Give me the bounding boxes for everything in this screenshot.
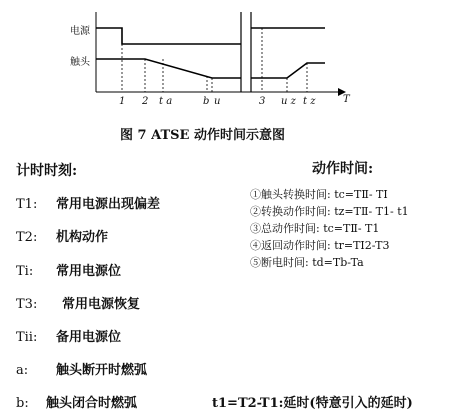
formula-item: ⑤断电时间: td=Tb-Ta <box>250 256 364 269</box>
term: T3: <box>16 297 38 312</box>
term: a: <box>16 363 29 378</box>
left-heading: 计时时刻: <box>16 163 78 179</box>
list-item <box>16 392 137 411</box>
tick-label: u <box>214 96 221 107</box>
formula-item: ①触头转换时间: tc=TⅡ- TⅠ <box>250 188 388 201</box>
contact-waveform-left <box>96 59 241 78</box>
formula-item: ③总动作时间: tc=TⅡ- T1 <box>250 222 380 235</box>
list-item <box>16 260 121 279</box>
power-label: 电源 <box>70 26 90 37</box>
axis-label: T <box>343 94 350 105</box>
formula-item: ②转换动作时间: tz=TⅡ- T1- t1 <box>250 205 409 218</box>
term: Tⅱ: <box>16 330 38 345</box>
list-item <box>16 293 140 312</box>
tick-label: 1 <box>119 96 126 107</box>
tick-label: 3 <box>259 96 266 107</box>
description: 备用电源位 <box>56 330 122 345</box>
list-item <box>16 193 160 212</box>
timing-diagram <box>0 0 450 120</box>
contact-label: 触头 <box>70 57 90 68</box>
tick-label: t a <box>159 96 173 107</box>
right-heading: 动作时间: <box>312 161 374 177</box>
description: 触头断开时燃弧 <box>56 363 148 378</box>
formula-item: ④返回动作时间: tr=TⅠ2-T3 <box>250 239 390 252</box>
description: 常用电源位 <box>56 264 122 279</box>
tick-label: t z <box>303 96 316 107</box>
power-waveform-left <box>96 28 241 44</box>
tick-label: b <box>203 96 210 107</box>
description: 机构动作 <box>56 230 109 245</box>
description: 常用电源出现偏差 <box>56 197 161 212</box>
list-item <box>16 359 147 378</box>
term: T2: <box>16 230 38 245</box>
footnote: t1=T2-T1:延时(特意引入的延时) <box>212 396 413 411</box>
term: Tⅰ: <box>16 264 34 279</box>
list-item <box>16 326 121 345</box>
term: b: <box>16 396 29 411</box>
figure-caption: 图 7 ATSE 动作时间示意图 <box>120 128 285 143</box>
list-item <box>16 226 108 245</box>
tick-label: 2 <box>142 96 149 107</box>
tick-label: u z <box>281 96 296 107</box>
description: 触头闭合时燃弧 <box>46 396 138 411</box>
term: T1: <box>16 197 38 212</box>
description: 常用电源恢复 <box>62 297 141 312</box>
